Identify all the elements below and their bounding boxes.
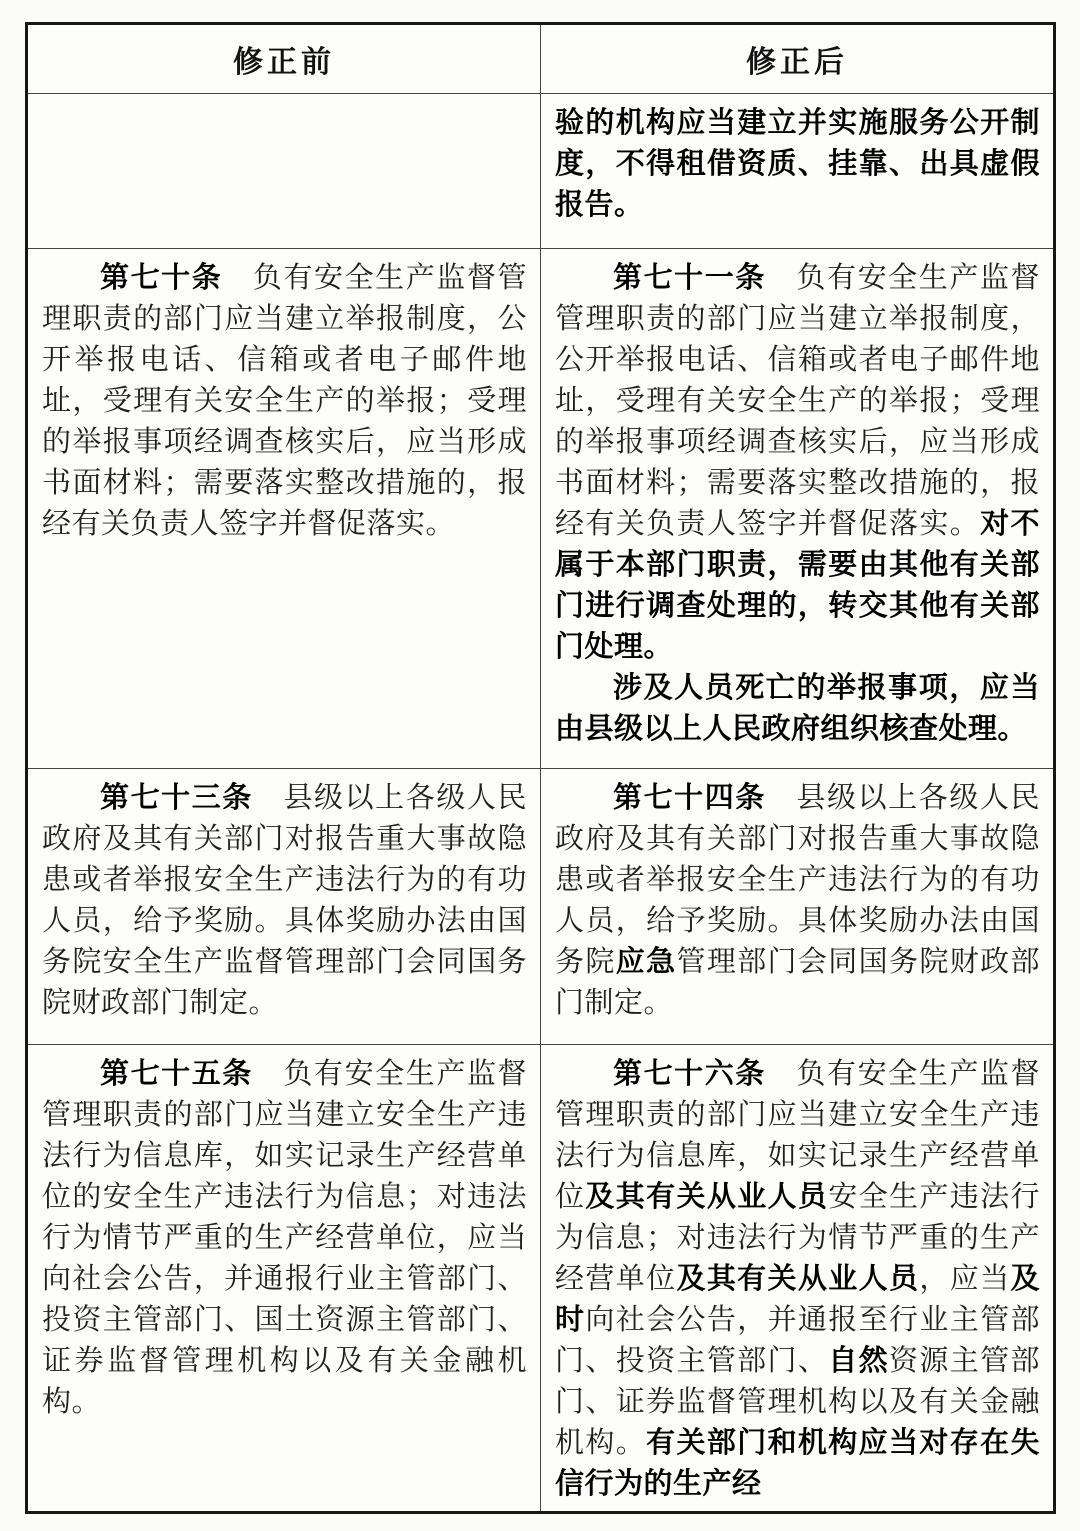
paragraph: [42, 1054, 527, 1423]
paragraph: [555, 778, 1040, 1024]
amended-text-run: 自然: [828, 1345, 890, 1377]
text-run: 管理部门会同国务院财政部门制定。: [555, 946, 1040, 1019]
cell-before-row4: [27, 1045, 541, 1513]
table-row: [27, 94, 1055, 249]
amended-text-run: 第七十一条: [613, 262, 766, 294]
cell-before-row2: [27, 249, 541, 769]
text-run: 负有安全生产监督管理职责的部门应当建立举报制度，公开举报电话、信箱或者电子邮件地址，受理有关安全生产的举报；受理的举报事项经调查核实后，应当形成书面材料；需要落实整改措施的，报经有关负责人签字并督促落实。: [555, 262, 1040, 540]
cell-after-row4: [541, 1045, 1055, 1513]
text-run: 向社会公告，并通报至行业主管部门、投资主管部门、: [555, 1304, 1040, 1377]
cell-after-row2: [541, 249, 1055, 769]
amended-text-run: 第七十五条: [100, 1058, 253, 1090]
text-run: 负有安全生产监督管理职责的部门应当建立安全生产违法行为信息库，如实记录生产经营单位的安全生产违法行为信息；对违法行为情节严重的生产经营单位，应当向社会公告，并通报行业主管部门、投资主管部门、国土资源主管部门、证券监督管理机构以及有关金融机构。: [42, 1058, 527, 1418]
amended-text-run: 及其有关从业人员: [676, 1263, 920, 1295]
cell-before-row3: [27, 769, 541, 1045]
text-run: 县级以上各级人民政府及其有关部门对报告重大事故隐患或者举报安全生产违法行为的有功人员，给予奖励。具体奖励办法由国务院安全生产监督管理部门会同国务院财政部门制定。: [42, 782, 527, 1019]
header-row: [27, 24, 1055, 94]
amended-text-run: 第七十条: [100, 262, 223, 294]
cell-after-row3: [541, 769, 1055, 1045]
paragraph: [555, 1054, 1040, 1505]
amendment-comparison-table: [25, 22, 1056, 1514]
text-run: ，应当: [919, 1263, 1011, 1295]
table-row: [27, 249, 1055, 769]
text-run: 安全生产违法行为信息；对违法行为情节严重的生产经营单位: [555, 1181, 1040, 1295]
cell-before-row1: [27, 94, 541, 249]
amended-text-run: 及时: [555, 1263, 1040, 1336]
column-header-after: 修正后: [541, 24, 1055, 94]
amended-text-run: 有关部门和机构应当对存在失信行为的生产经: [555, 1427, 1040, 1500]
text-run: 县级以上各级人民政府及其有关部门对报告重大事故隐患或者举报安全生产违法行为的有功人员，给予奖励。具体奖励办法由国务院: [555, 782, 1040, 978]
comparison-table-body: [27, 94, 1055, 1513]
amended-text-run: 第七十六条: [613, 1058, 766, 1090]
paragraph: [555, 668, 1040, 750]
text-run: 负有安全生产监督管理职责的部门应当建立举报制度，公开举报电话、信箱或者电子邮件地址，受理有关安全生产的举报；受理的举报事项经调查核实后，应当形成书面材料；需要落实整改措施的，报经有关负责人签字并督促落实。: [42, 262, 527, 540]
table-row: [27, 1045, 1055, 1513]
amended-text-run: 验的机构应当建立并实施服务公开制度，不得租借资质、挂靠、出具虚假报告。: [555, 107, 1040, 221]
amended-text-run: 第七十三条: [100, 782, 253, 814]
paragraph: [555, 258, 1040, 668]
text-run: 负有安全生产监督管理职责的部门应当建立安全生产违法行为信息库，如实记录生产经营单位: [555, 1058, 1040, 1213]
paragraph: [555, 103, 1040, 226]
text-run: 资源主管部门、证券监督管理机构以及有关金融机构。: [555, 1345, 1040, 1459]
table-row: [27, 769, 1055, 1045]
amended-text-run: 第七十四条: [613, 782, 766, 814]
table-header: [27, 24, 1055, 94]
amended-text-run: 应急: [615, 946, 677, 978]
amended-text-run: 涉及人员死亡的举报事项，应当由县级以上人民政府组织核查处理。: [555, 672, 1040, 745]
column-header-before: 修正前: [27, 24, 541, 94]
amended-text-run: 对不属于本部门职责，需要由其他有关部门进行调查处理的，转交其他有关部门处理。: [555, 508, 1040, 663]
cell-after-row1: [541, 94, 1055, 249]
paragraph: [42, 778, 527, 1024]
amended-text-run: 及其有关从业人员: [585, 1181, 829, 1213]
paragraph: [42, 258, 527, 545]
